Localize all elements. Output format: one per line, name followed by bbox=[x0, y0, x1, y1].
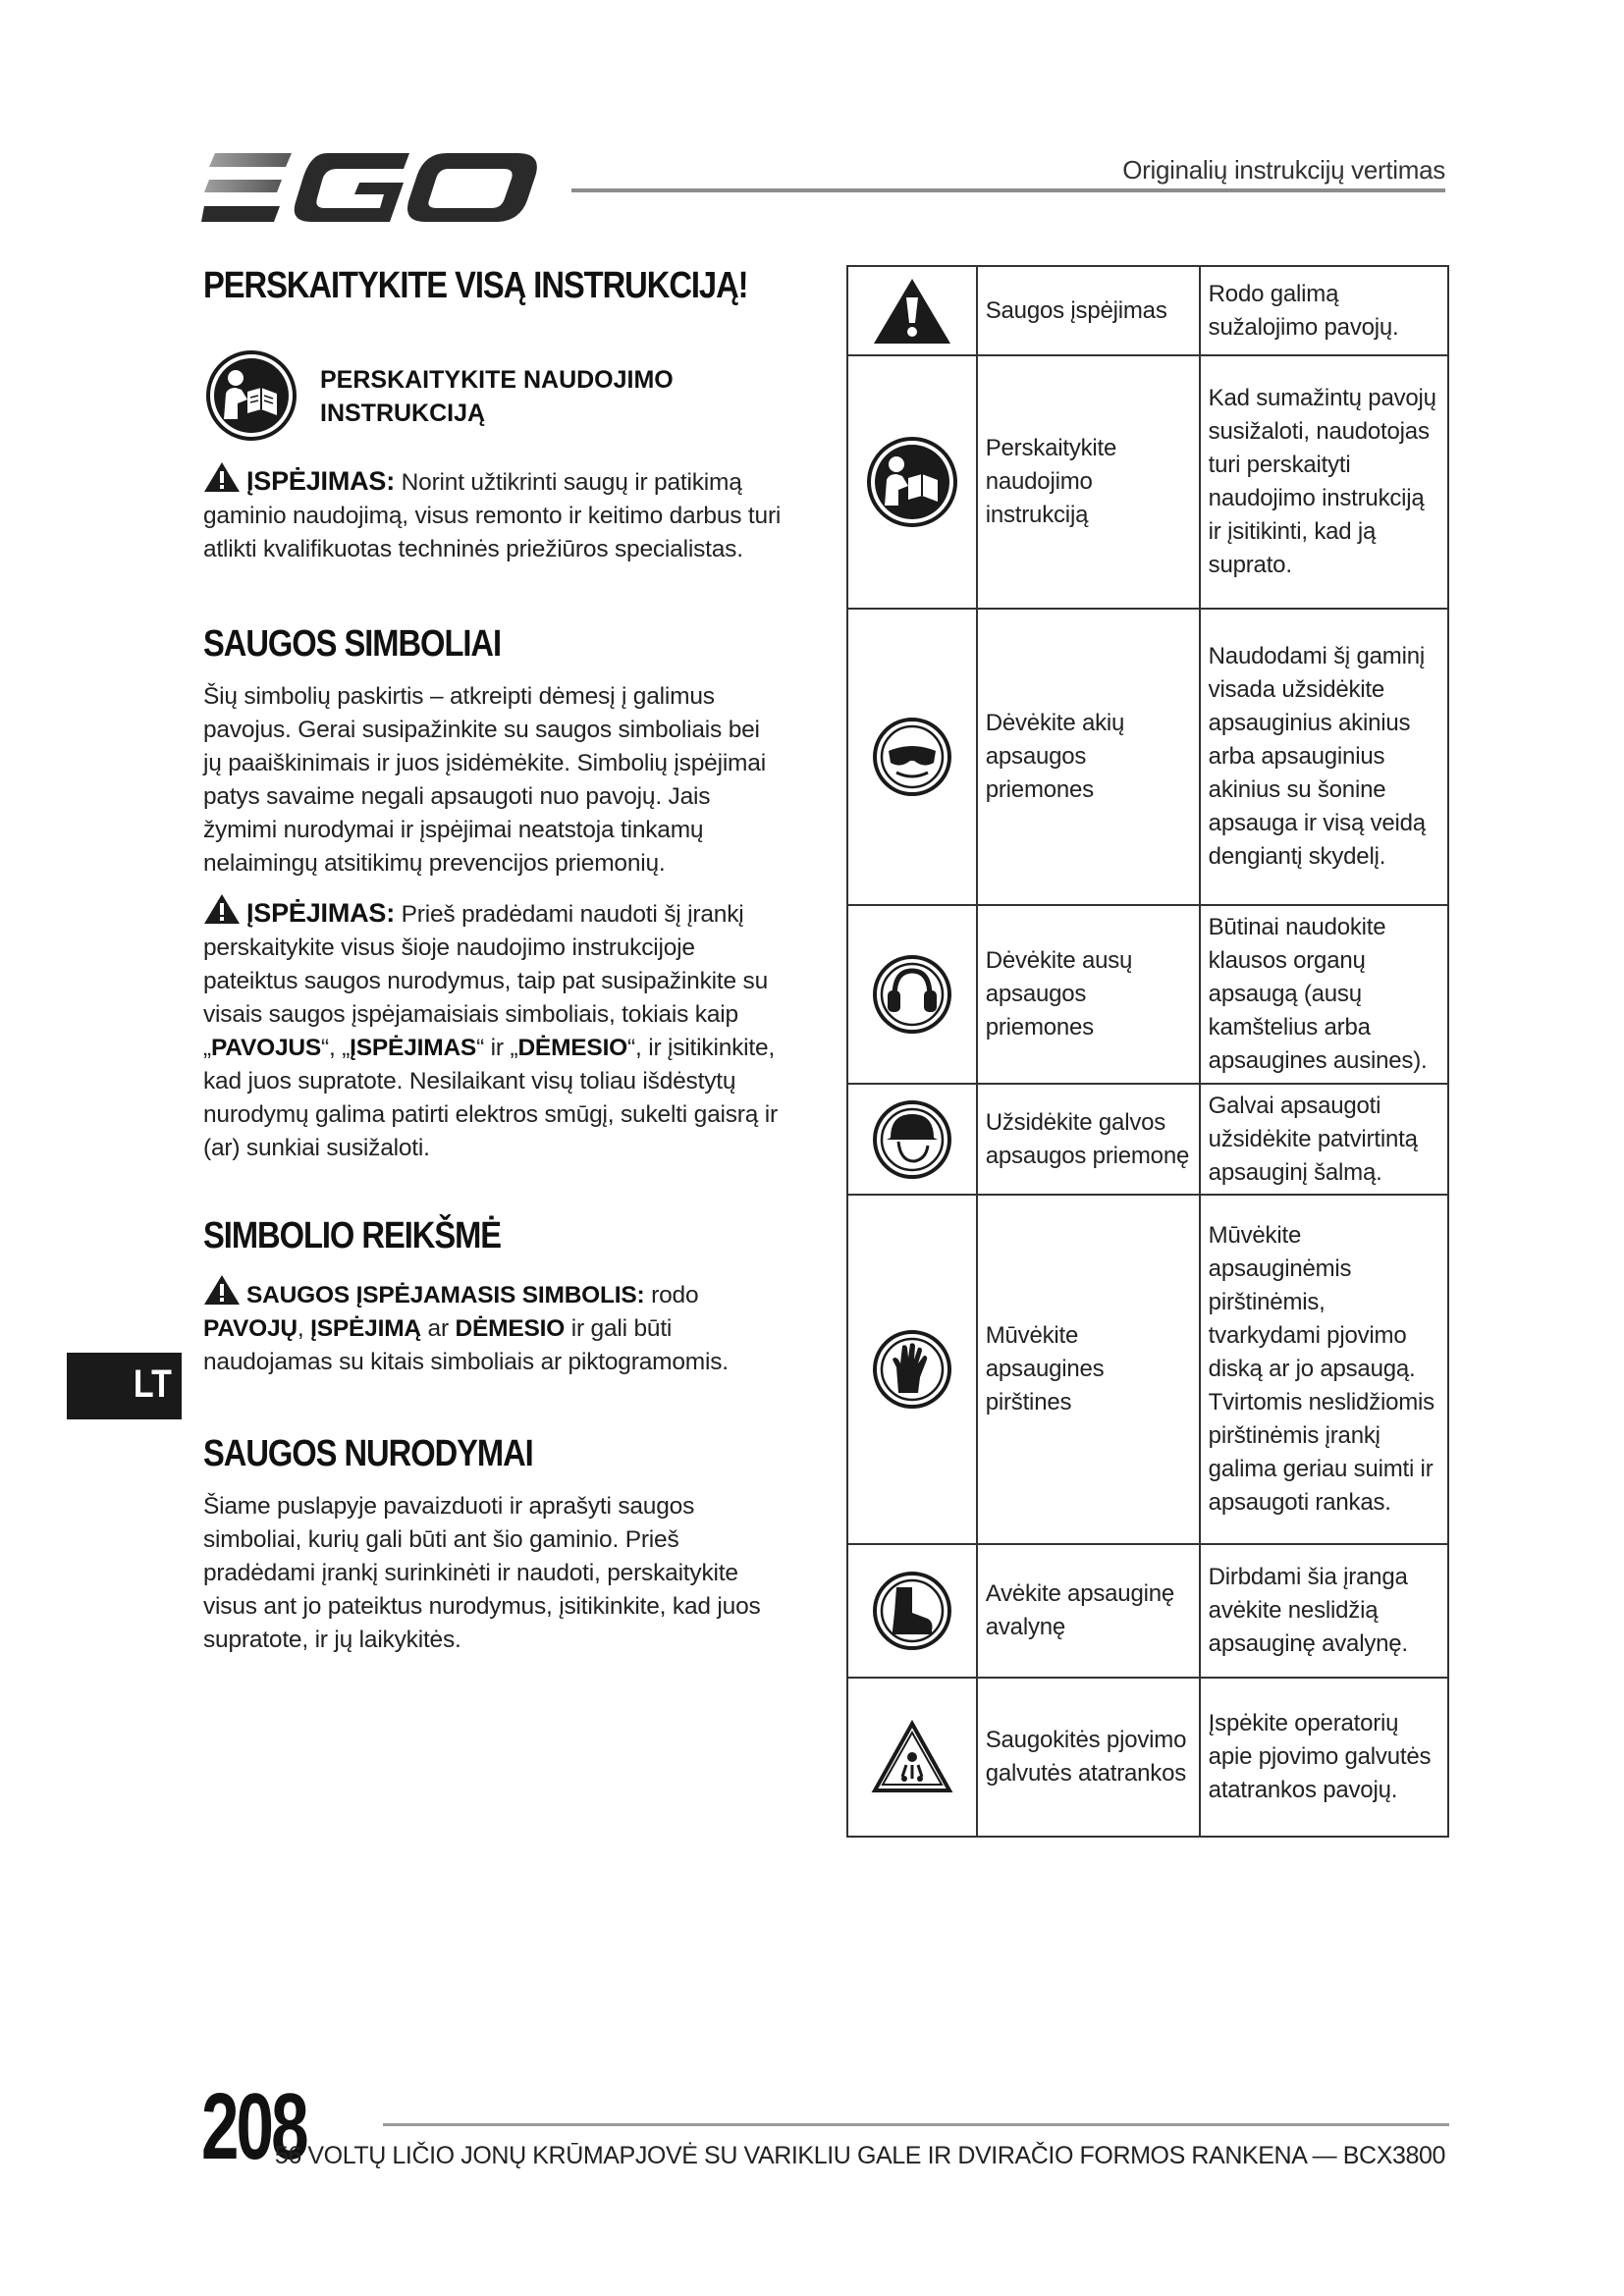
safety-symbols-paragraph: Šių simbolių paskirtis – atkreipti dėmesį į galimus pavojus. Gerai susipažinkite su saugos simboliais bei jų paaiškinimais ir juos įsidėmėkite. Simbolių įspėjimai patys savaime negali apsaugoti nuo pavojų. Jais žymimi nurodymai ir įspėjimai neatstoja tinkamų nelaimingų atsitikimų prevencijos priemonių. bbox=[203, 683, 766, 877]
safety-symbols-table bbox=[846, 265, 1449, 1838]
safety-footwear-icon bbox=[871, 1570, 953, 1652]
symbol-meaning-title: SIMBOLIO REIKŠMĖ bbox=[203, 1215, 502, 1256]
warning-text-part: Prieš pradėdami naudoti šį įrankį perskaitykite visus šioje naudojimo instrukcijoje pateiktus saugos nurodymus, taip pat susipažinkite su visais saugos įspėjamaisiais simboliais, tokiais kaip „ bbox=[203, 901, 769, 1061]
icon-cell bbox=[847, 1084, 977, 1195]
symbol-name: Dėvėkite akių apsaugos priemones bbox=[977, 609, 1200, 905]
ear-protection-icon bbox=[871, 953, 953, 1036]
symbol-description: Naudodami šį gaminį visada užsidėkite apsauginius akinius arba apsauginius akinius su šonine apsauga ir visą veidą dengiantį skydelį. bbox=[1200, 609, 1448, 905]
icon-cell bbox=[847, 1195, 977, 1544]
language-tab-label: LT bbox=[133, 1362, 172, 1406]
symbol-description: Mūvėkite apsauginėmis pirštinėmis, tvarkydami pjovimo diską ar jo apsaugą. Tvirtomis neslidžiomis pirštinėmis įrankį galima geriau suimti ir apsaugoti rankas. bbox=[1200, 1195, 1448, 1544]
signal-word-caution: DĖMESIO bbox=[517, 1035, 628, 1061]
gloves-icon bbox=[871, 1328, 953, 1411]
symbol-meaning-text bbox=[203, 1274, 792, 1379]
signal-word: DĖMESIO bbox=[455, 1315, 566, 1342]
table-row bbox=[847, 905, 1448, 1084]
warning-text-part: “, ir įsitikinkite, kad juos supratote. Nesilaikant visų toliau išdėstytų nurodymų galima patirti elektros smūgį, sukelti gaisrą ir (ar) sunkiai susižaloti. bbox=[203, 1035, 778, 1161]
table-row bbox=[847, 355, 1448, 609]
symbol-description: Galvai apsaugoti užsidėkite patvirtintą apsauginį šalmą. bbox=[1200, 1084, 1448, 1195]
ego-logo bbox=[201, 147, 540, 231]
text-part: ir gali būti naudojamas su kitais simboliais ar piktogramomis. bbox=[203, 1315, 729, 1375]
symbol-name: Saugokitės pjovimo galvutės atatrankos bbox=[977, 1678, 1200, 1837]
symbol-name: Saugos įspėjimas bbox=[977, 266, 1200, 355]
blade-thrust-warning-icon bbox=[871, 1720, 953, 1794]
text-part: rodo bbox=[644, 1282, 699, 1308]
table-row bbox=[847, 1084, 1448, 1195]
read-manual-label-line2: INSTRUKCIJĄ bbox=[320, 400, 486, 427]
language-tab bbox=[67, 1353, 182, 1419]
symbol-description: Kad sumažintų pavojų susižaloti, naudotojas turi perskaityti naudojimo instrukciją ir įsitikinti, kad ją suprato. bbox=[1200, 355, 1448, 609]
footer-product-title: 56 VOLTŲ LIČIO JONŲ KRŪMAPJOVĖ SU VARIKLIU GALE IR DVIRAČIO FORMOS RANKENA — BCX3800 bbox=[274, 2142, 1445, 2169]
icon-cell bbox=[847, 355, 977, 609]
symbol-description: Būtinai naudokite klausos organų apsaugą (ausų kamštelius arba apsaugines ausines). bbox=[1200, 905, 1448, 1084]
symbol-name: Mūvėkite apsaugines pirštines bbox=[977, 1195, 1200, 1544]
icon-cell bbox=[847, 905, 977, 1084]
read-manual-icon bbox=[865, 435, 959, 529]
read-manual-label bbox=[320, 363, 674, 430]
symbol-name: Avėkite apsauginę avalynę bbox=[977, 1544, 1200, 1678]
warning-triangle-icon bbox=[203, 461, 241, 493]
table-row bbox=[847, 1544, 1448, 1678]
warning-label: ĮSPĖJIMAS: bbox=[246, 466, 396, 496]
head-protection-icon bbox=[871, 1098, 953, 1181]
symbol-name: Perskaitykite naudojimo instrukciją bbox=[977, 355, 1200, 609]
safety-instructions-title: SAUGOS NURODYMAI bbox=[203, 1433, 533, 1474]
warning-triangle-icon bbox=[203, 1274, 241, 1306]
safety-instructions-paragraph: Šiame puslapyje pavaizduoti ir aprašyti saugos simboliai, kurių gali būti ant šio gaminio. Prieš pradėdami įrankį surinkinėti ir naudoti, perskaitykite visus ant jo pateiktus nurodymus, įsitikinkite, kad juos supratote, ir jų laikykitės. bbox=[203, 1493, 761, 1653]
read-manual-label-line1: PERSKAITYKITE NAUDOJIMO bbox=[320, 366, 674, 394]
warning-maintenance bbox=[203, 461, 783, 566]
symbol-description: Dirbdami šia įranga avėkite neslidžią apsauginę avalynę. bbox=[1200, 1544, 1448, 1678]
eye-protection-icon bbox=[871, 716, 953, 798]
symbol-description: Įspėkite operatorių apie pjovimo galvutės atatrankos pavojų. bbox=[1200, 1678, 1448, 1837]
signal-word: ĮSPĖJIMĄ bbox=[310, 1315, 421, 1342]
warning-label: ĮSPĖJIMAS: bbox=[246, 898, 396, 928]
icon-cell bbox=[847, 266, 977, 355]
icon-cell bbox=[847, 1678, 977, 1837]
table-row bbox=[847, 609, 1448, 905]
symbol-description: Rodo galimą sužalojimo pavojų. bbox=[1200, 266, 1448, 355]
safety-alert-icon bbox=[871, 276, 953, 347]
safety-symbols-title: SAUGOS SIMBOLIAI bbox=[203, 623, 502, 665]
page-number: 208 bbox=[201, 2074, 306, 2179]
read-all-title: PERSKAITYKITE VISĄ INSTRUKCIJĄ! bbox=[203, 265, 748, 306]
text-part: , bbox=[297, 1315, 311, 1342]
symbol-name: Dėvėkite ausų apsaugos priemones bbox=[977, 905, 1200, 1084]
icon-cell bbox=[847, 1544, 977, 1678]
separator: “, „ bbox=[321, 1035, 351, 1061]
read-manual-icon bbox=[204, 348, 298, 443]
symbol-label: SAUGOS ĮSPĖJAMASIS SIMBOLIS: bbox=[246, 1282, 645, 1308]
table-row bbox=[847, 266, 1448, 355]
signal-word-warning: ĮSPĖJIMAS bbox=[350, 1035, 477, 1061]
warning-text: Norint užtikrinti saugų ir patikimą gaminio naudojimą, visus remonto ir keitimo darbus turi atlikti kvalifikuotas techninės priežiūros specialistas. bbox=[203, 469, 782, 562]
footer-rule bbox=[383, 2123, 1449, 2126]
header-rule bbox=[571, 188, 1445, 192]
signal-word-danger: PAVOJUS bbox=[210, 1035, 322, 1061]
warning-read-instructions bbox=[203, 893, 792, 1165]
signal-word: PAVOJŲ bbox=[203, 1315, 298, 1342]
table-row bbox=[847, 1195, 1448, 1544]
ego-logo-graphic bbox=[201, 147, 540, 231]
icon-cell bbox=[847, 609, 977, 905]
symbol-name: Užsidėkite galvos apsaugos priemonę bbox=[977, 1084, 1200, 1195]
text-part: ar bbox=[420, 1315, 456, 1342]
table-row bbox=[847, 1678, 1448, 1837]
warning-triangle-icon bbox=[203, 893, 241, 925]
header-subtitle: Originalių instrukcijų vertimas bbox=[1122, 155, 1445, 185]
separator: “ ir „ bbox=[476, 1035, 518, 1061]
